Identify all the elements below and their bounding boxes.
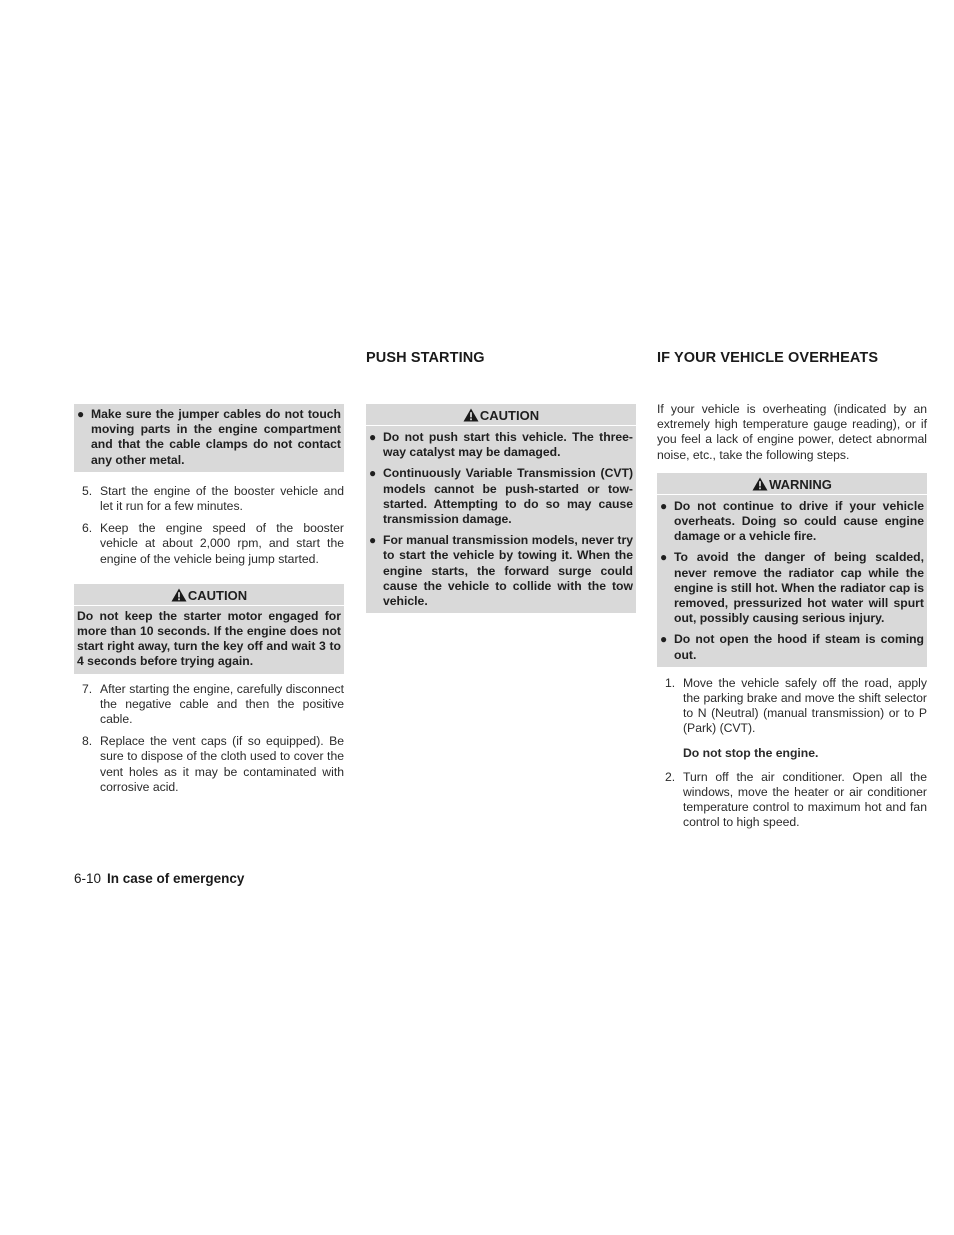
step-note: Do not stop the engine. [683,745,819,760]
column-right [657,348,927,838]
list-item: ● Continuously Variable Transmission (CVT) models cannot be push-started or tow-started. Attempting to do so may cause transmission damage. [369,466,633,527]
page-number: 6-10 [74,871,102,886]
step-item [74,484,344,514]
bullet-icon: ● [369,466,377,481]
caution-bullet-list [369,427,633,609]
push-start-caution-box [366,404,636,613]
list-item: ● To avoid the danger of being scalded, never remove the radiator cap while the engine is still hot. When the radiator cap is removed, pressurized hot water will spurt out, possibly causing serious injury. [660,550,924,626]
warning-header [657,473,927,495]
section-heading-overheats: IF YOUR VEHICLE OVERHEATS [657,350,879,366]
step-number: 6. [82,521,93,536]
step-text: After starting the engine, carefully disconnect the negative cable and then the positive cable. [100,681,344,727]
warning-title: WARNING [769,476,832,492]
caution-header [74,584,344,606]
list-item: ● Do not continue to drive if your vehicle overheats. Doing so could cause engine damage or a vehicle fire. [660,498,924,544]
caution-bullet-list [77,407,341,468]
step-item [657,676,927,761]
bullet-icon: ● [660,632,668,647]
step-number: 7. [82,681,93,696]
step-item [74,734,344,795]
warning-bullet-list [660,496,924,663]
jumper-cable-caution-box [74,404,344,472]
warning-triangle-icon [171,588,187,602]
list-item: ● Make sure the jumper cables do not touch moving parts in the engine compartment and that the cable clamps do not contact any other metal. [77,407,341,467]
step-item [74,521,344,567]
step-number: 5. [82,483,93,498]
list-item: ● For manual transmission models, never try to start the vehicle by towing it. When the engine starts, the forward surge could cause the vehicle to collide with the tow vehicle. [369,533,633,609]
starter-caution-box [74,584,344,674]
page-footer [74,870,244,888]
overheat-warning-box [657,473,927,667]
caution-header [366,404,636,426]
step-number: 2. [665,769,676,784]
caution-title: CAUTION [187,587,248,603]
column-middle [366,348,636,613]
step-item [74,682,344,728]
section-heading-push-starting: PUSH STARTING [366,350,485,366]
list-item: ● Do not push start this vehicle. The three-way catalyst may be damaged. [369,430,633,460]
step-item [657,770,927,831]
step-number: 8. [82,734,93,749]
intro-paragraph: If your vehicle is overheating (indicated by an extremely high temperature gauge reading), or if you feel a lack of engine power, detect abnormal noise, etc., take the following steps. [657,402,927,462]
bullet-icon: ● [660,550,668,565]
bullet-icon: ● [77,407,85,421]
bullet-icon: ● [369,533,377,548]
bullet-icon: ● [660,498,668,513]
list-item: ● Do not open the hood if steam is coming out. [660,632,924,662]
step-text: Turn off the air conditioner. Open all the windows, move the heater or air conditioner temperature control to maximum hot and fan control to high speed. [683,769,927,830]
step-text: Keep the engine speed of the booster vehicle at about 2,000 rpm, and start the engine of the vehicle being jump started. [100,521,344,566]
caution-title: CAUTION [479,408,540,423]
step-text: Move the vehicle safely off the road, apply the parking brake and move the shift selector to N (Neutral) (manual transmission) or to P (Park) (CVT). [683,675,927,736]
warning-triangle-icon [752,477,768,491]
warning-triangle-icon [463,408,479,422]
caution-text: Do not keep the starter motor engaged for more than 10 seconds. If the engine does not start right away, turn the key off and wait 3 to 4 seconds before trying again. [77,608,341,669]
chapter-title: In case of emergency [107,871,245,886]
step-number: 1. [665,675,676,690]
step-text: Replace the vent caps (if so equipped). Be sure to dispose of the cloth used to cover the vent holes as it may be contaminated with corrosive acid. [100,734,344,794]
bullet-icon: ● [369,430,377,444]
step-text: Start the engine of the booster vehicle and let it run for a few minutes. [100,483,344,514]
column-left [74,404,344,802]
